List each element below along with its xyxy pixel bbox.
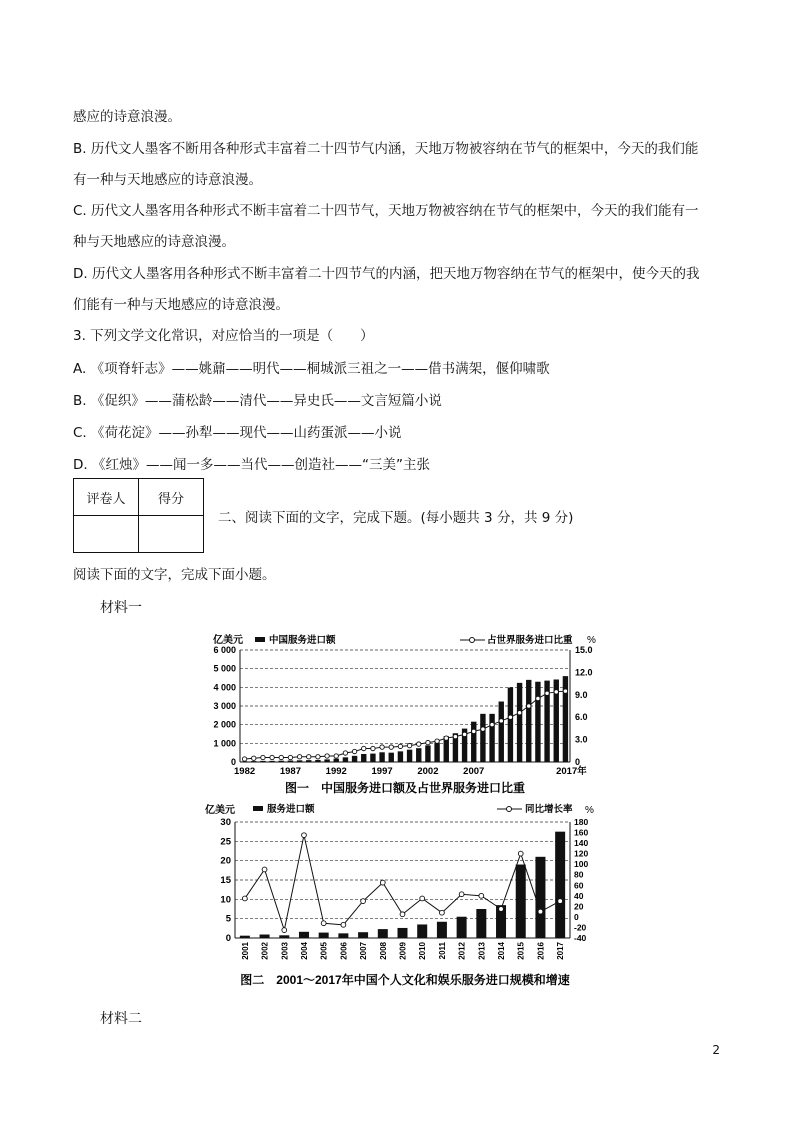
y2-tick-label: 120 <box>574 848 589 859</box>
growth-point-2010 <box>420 896 425 901</box>
bar-1987 <box>288 761 293 762</box>
x-tick-label: 2016 <box>536 942 546 960</box>
share-point-1999 <box>398 744 402 748</box>
y2-tick-label: 80 <box>574 869 584 880</box>
bar-2015 <box>516 865 526 938</box>
x-tick-label: 2005 <box>319 942 329 960</box>
bar-2008 <box>480 714 485 762</box>
bar-2016 <box>535 857 545 938</box>
bar-2011 <box>437 922 447 938</box>
share-point-1989 <box>307 755 311 759</box>
growth-point-2005 <box>321 921 326 926</box>
y-tick-label: 30 <box>220 817 231 828</box>
material-two-label: 材料二 <box>100 1011 142 1027</box>
share-point-1996 <box>371 746 375 750</box>
bar-2003 <box>279 935 289 938</box>
score-table <box>73 478 204 553</box>
growth-point-2006 <box>341 922 346 927</box>
share-point-1982 <box>242 757 246 761</box>
legend-bar-swatch <box>255 637 265 642</box>
share-point-2001 <box>417 742 421 746</box>
y2-tick-label: 6.0 <box>575 712 588 723</box>
share-point-1992 <box>334 754 338 758</box>
bar-2002 <box>260 935 270 938</box>
bar-2007 <box>358 932 368 938</box>
option-c-line-cont: 种与天地感应的诗意浪漫。 <box>73 234 235 250</box>
legend-bar-swatch <box>253 806 263 811</box>
y2-tick-label: 20 <box>574 901 584 912</box>
bar-2001 <box>416 748 421 762</box>
y2-tick-label: 60 <box>574 880 584 891</box>
x-tick-label: 2004 <box>299 942 309 960</box>
bar-1983 <box>251 761 256 762</box>
share-point-2015 <box>545 691 549 695</box>
bar-2002 <box>425 745 430 762</box>
share-point-2010 <box>499 719 503 723</box>
share-point-2013 <box>527 704 531 708</box>
chart-culture-imports <box>195 800 615 990</box>
bar-2005 <box>319 933 329 938</box>
y-axis-label: 亿美元 <box>213 635 243 646</box>
share-point-2007 <box>472 729 476 733</box>
y2-tick-label: 0 <box>574 911 579 922</box>
growth-point-2016 <box>538 909 543 914</box>
score-header: 得分 <box>139 479 204 516</box>
bar-2004 <box>299 932 309 938</box>
share-point-1988 <box>297 755 301 759</box>
y2-tick-label: 40 <box>574 890 584 901</box>
share-point-2005 <box>453 734 457 738</box>
share-point-1994 <box>352 749 356 753</box>
growth-point-2001 <box>242 896 247 901</box>
y2-axis-label: % <box>587 635 596 646</box>
share-point-2017 <box>563 689 567 693</box>
x-tick-label: 2002 <box>417 766 439 777</box>
bar-2017 <box>555 832 565 938</box>
bar-2010 <box>499 702 504 762</box>
material-one-label: 材料一 <box>100 600 142 616</box>
bar-2011 <box>508 688 513 762</box>
bar-1998 <box>389 753 394 762</box>
q3-option-c: C. 《荷花淀》——孙犁——现代——山药蛋派——小说 <box>73 425 402 441</box>
y2-tick-label: 100 <box>574 859 589 870</box>
growth-point-2002 <box>262 867 267 872</box>
option-b-line: B. 历代文人墨客不断用各种形式丰富着二十四节气内涵，天地万物被容纳在节气的框架中，今天的我们能 <box>73 141 699 157</box>
bar-1989 <box>306 760 311 762</box>
y2-tick-label: 140 <box>574 838 589 849</box>
growth-point-2015 <box>518 851 523 856</box>
share-point-2006 <box>462 732 466 736</box>
q3-option-d: D. 《红烛》——闻一多——当代——创造社——“三美”主张 <box>73 457 430 473</box>
bar-1986 <box>279 761 284 762</box>
growth-point-2009 <box>400 912 405 917</box>
y2-tick-label: 0 <box>575 757 581 767</box>
grader-header: 评卷人 <box>74 479 139 516</box>
growth-point-2011 <box>440 910 445 915</box>
share-point-1995 <box>362 746 366 750</box>
chart-title: 图二 2001～2017年中国个人文化和娱乐服务进口规模和增速 <box>240 973 570 987</box>
share-point-1997 <box>380 745 384 749</box>
legend-bar-label: 服务进口额 <box>267 804 315 815</box>
y-tick-label: 0 <box>230 757 236 767</box>
y-tick-label: 15 <box>220 875 231 886</box>
bar-1999 <box>398 751 403 762</box>
y-tick-label: 10 <box>220 894 231 906</box>
share-point-1987 <box>288 755 292 759</box>
bar-2007 <box>471 722 476 762</box>
bar-2003 <box>434 743 439 762</box>
q3-option-a: A. 《项脊轩志》——姚鼐——明代——桐城派三祖之一——借书满架，偃仰啸歌 <box>73 361 550 377</box>
y2-tick-label: 160 <box>574 827 589 838</box>
bar-2013 <box>526 680 531 762</box>
x-tick-label: 2008 <box>378 942 388 960</box>
y2-tick-label: 9.0 <box>575 689 588 700</box>
legend-line-marker <box>507 807 512 812</box>
x-tick-label: 2007 <box>359 942 369 960</box>
legend-line-marker <box>470 638 475 643</box>
y2-tick-label: -40 <box>574 933 587 943</box>
legend-line-label: 同比增长率 <box>525 804 573 815</box>
share-point-1993 <box>343 751 347 755</box>
growth-point-2013 <box>479 893 484 898</box>
share-point-2011 <box>508 715 512 719</box>
x-tick-label: 2014 <box>497 942 507 960</box>
bar-2014 <box>535 682 540 762</box>
bar-1995 <box>361 754 366 762</box>
y-axis-label: 亿美元 <box>205 805 235 816</box>
score-cell <box>139 516 204 553</box>
y-tick-label: 5 000 <box>213 663 236 674</box>
question-3-title: 3. 下列文学文化常识，对应恰当的一项是（ ） <box>73 328 374 344</box>
section-title: 二、阅读下面的文字，完成下题。(每小题共 3 分，共 9 分) <box>218 510 574 526</box>
bar-2009 <box>489 714 494 762</box>
x-tick-label: 2010 <box>418 942 428 960</box>
reading-instruction: 阅读下面的文字，完成下面小题。 <box>73 567 276 583</box>
chart-title: 图一 中国服务进口额及占世界服务进口比重 <box>284 781 526 795</box>
bar-1984 <box>260 761 265 762</box>
y-tick-label: 0 <box>225 933 231 944</box>
x-tick-label: 2012 <box>457 942 467 960</box>
growth-point-2004 <box>302 833 307 838</box>
x-tick-label: 2017 <box>556 942 566 960</box>
legend-bar-label: 中国服务进口额 <box>269 635 336 646</box>
growth-point-2014 <box>499 907 504 912</box>
legend-line-label: 占世界服务进口比重 <box>487 635 573 646</box>
grader-cell <box>74 516 139 553</box>
share-point-1998 <box>389 745 393 749</box>
growth-point-2017 <box>558 899 563 904</box>
share-point-2000 <box>407 743 411 747</box>
bar-2008 <box>378 929 388 938</box>
option-d-line: D. 历代文人墨客用各种形式不断丰富着二十四节气的内涵，把天地万物容纳在节气的框架中，使今天的我 <box>73 266 700 282</box>
share-point-1986 <box>279 755 283 759</box>
x-tick-label: 2009 <box>398 942 408 960</box>
x-tick-label: 2002 <box>260 942 270 960</box>
share-point-2002 <box>426 740 430 744</box>
bar-2006 <box>338 933 348 938</box>
x-tick-label: 1982 <box>234 766 256 777</box>
share-point-1990 <box>316 755 320 759</box>
x-tick-label: 2013 <box>477 942 487 960</box>
bar-1992 <box>334 759 339 762</box>
bar-2009 <box>398 928 408 938</box>
bar-2012 <box>517 683 522 762</box>
share-point-1991 <box>325 754 329 758</box>
share-point-2012 <box>517 711 521 715</box>
y2-tick-label: 3.0 <box>575 734 588 745</box>
option-c-line: C. 历代文人墨客用各种形式不断丰富着二十四节气，天地万物被容纳在节气的框架中，今天的我们能有一 <box>73 203 699 219</box>
x-tick-label: 2006 <box>339 942 349 960</box>
share-point-1983 <box>252 756 256 760</box>
share-point-1984 <box>261 755 265 759</box>
share-point-1985 <box>270 755 274 759</box>
y2-tick-label: 12.0 <box>575 667 593 678</box>
x-tick-label: 1987 <box>279 766 301 777</box>
x-tick-label: 2007 <box>463 766 485 777</box>
share-point-2004 <box>444 736 448 740</box>
bar-1996 <box>370 754 375 762</box>
option-d-line-cont: 们能有一种与天地感应的诗意浪漫。 <box>73 297 289 313</box>
bar-1990 <box>315 760 320 762</box>
y-tick-label: 1 000 <box>213 738 236 749</box>
bar-1994 <box>352 756 357 762</box>
share-point-2008 <box>481 727 485 731</box>
bar-1997 <box>379 752 384 762</box>
growth-point-2007 <box>361 899 366 904</box>
bar-1988 <box>297 760 302 762</box>
y-tick-label: 20 <box>220 855 231 867</box>
x-tick-label: 2017年 <box>556 766 587 777</box>
share-point-2009 <box>490 722 494 726</box>
growth-point-2012 <box>459 892 464 897</box>
option-b-line-cont: 有一种与天地感应的诗意浪漫。 <box>73 172 262 188</box>
y2-tick-label: 180 <box>574 817 589 827</box>
growth-point-2003 <box>282 928 287 933</box>
x-tick-label: 1997 <box>371 766 393 777</box>
growth-point-2008 <box>380 880 385 885</box>
x-tick-label: 2015 <box>516 942 526 960</box>
y-tick-label: 4 000 <box>213 682 236 693</box>
x-tick-label: 2011 <box>437 942 447 960</box>
x-tick-label: 2003 <box>280 942 290 960</box>
question-text-line: 感应的诗意浪漫。 <box>73 109 181 125</box>
y2-tick-label: -20 <box>574 922 587 933</box>
bar-2012 <box>457 917 467 938</box>
share-point-2003 <box>435 739 439 743</box>
bar-2010 <box>417 924 427 938</box>
bar-1985 <box>269 761 274 762</box>
x-tick-label: 2001 <box>240 942 250 960</box>
bar-1991 <box>324 759 329 762</box>
y-tick-label: 25 <box>220 836 231 848</box>
chart-service-imports <box>195 630 615 805</box>
share-point-2016 <box>554 690 558 694</box>
bar-2001 <box>240 936 250 938</box>
bar-1993 <box>343 757 348 762</box>
q3-option-b: B. 《促织》——蒲松龄——清代——异史氏——文言短篇小说 <box>73 393 442 409</box>
y2-tick-label: 15.0 <box>575 645 593 655</box>
y-tick-label: 5 <box>225 913 231 925</box>
bar-2013 <box>476 909 486 938</box>
y2-axis-label: % <box>585 805 594 816</box>
share-point-2014 <box>536 696 540 700</box>
page-number: 2 <box>712 1043 720 1057</box>
y-tick-label: 6 000 <box>213 645 236 655</box>
x-tick-label: 1992 <box>325 766 347 777</box>
y-tick-label: 3 000 <box>213 701 236 711</box>
bar-2000 <box>407 750 412 762</box>
y-tick-label: 2 000 <box>213 719 236 730</box>
